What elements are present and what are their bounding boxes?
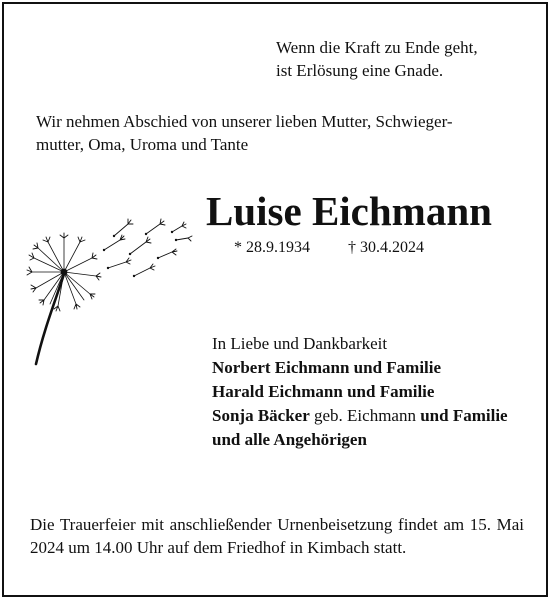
mourner-maiden-name: geb. Eichmann (309, 406, 421, 425)
mourner-name: Sonja Bäcker (212, 406, 310, 425)
farewell-intro (36, 110, 516, 156)
mourners-list (212, 332, 508, 452)
mourners-line-4 (212, 404, 508, 428)
mourners-line-2: Norbert Eichmann und Familie (212, 358, 442, 377)
deceased-name: Luise Eichmann (206, 188, 492, 234)
verse-line-2: ist Erlösung eine Gnade. (276, 61, 444, 80)
mourners-line-5: und alle Angehörigen (212, 430, 367, 449)
birth-date: * 28.9.1934 (234, 239, 310, 256)
funeral-announcement: Die Trauerfeier mit anschließender Urnenbeisetzung findet am 15. Mai 2024 um 14.00 Uhr auf dem Friedhof in Kimbach statt. (30, 515, 524, 557)
mourners-line-3: Harald Eichmann und Familie (212, 382, 435, 401)
intro-line-2: mutter, Oma, Uroma und Tante (36, 135, 249, 154)
verse-line-1: Wenn die Kraft zu Ende geht, (276, 38, 478, 57)
dandelion-icon (22, 214, 202, 384)
intro-line-1: Wir nehmen Abschied von unserer lieben Mutter, Schwieger- (36, 112, 453, 131)
life-dates (234, 237, 424, 259)
obituary-notice (2, 2, 548, 597)
death-date: † 30.4.2024 (348, 239, 424, 256)
mourner-family: und Familie (420, 406, 508, 425)
memorial-verse (276, 36, 478, 82)
mourners-line-1: In Liebe und Dankbarkeit (212, 334, 388, 353)
